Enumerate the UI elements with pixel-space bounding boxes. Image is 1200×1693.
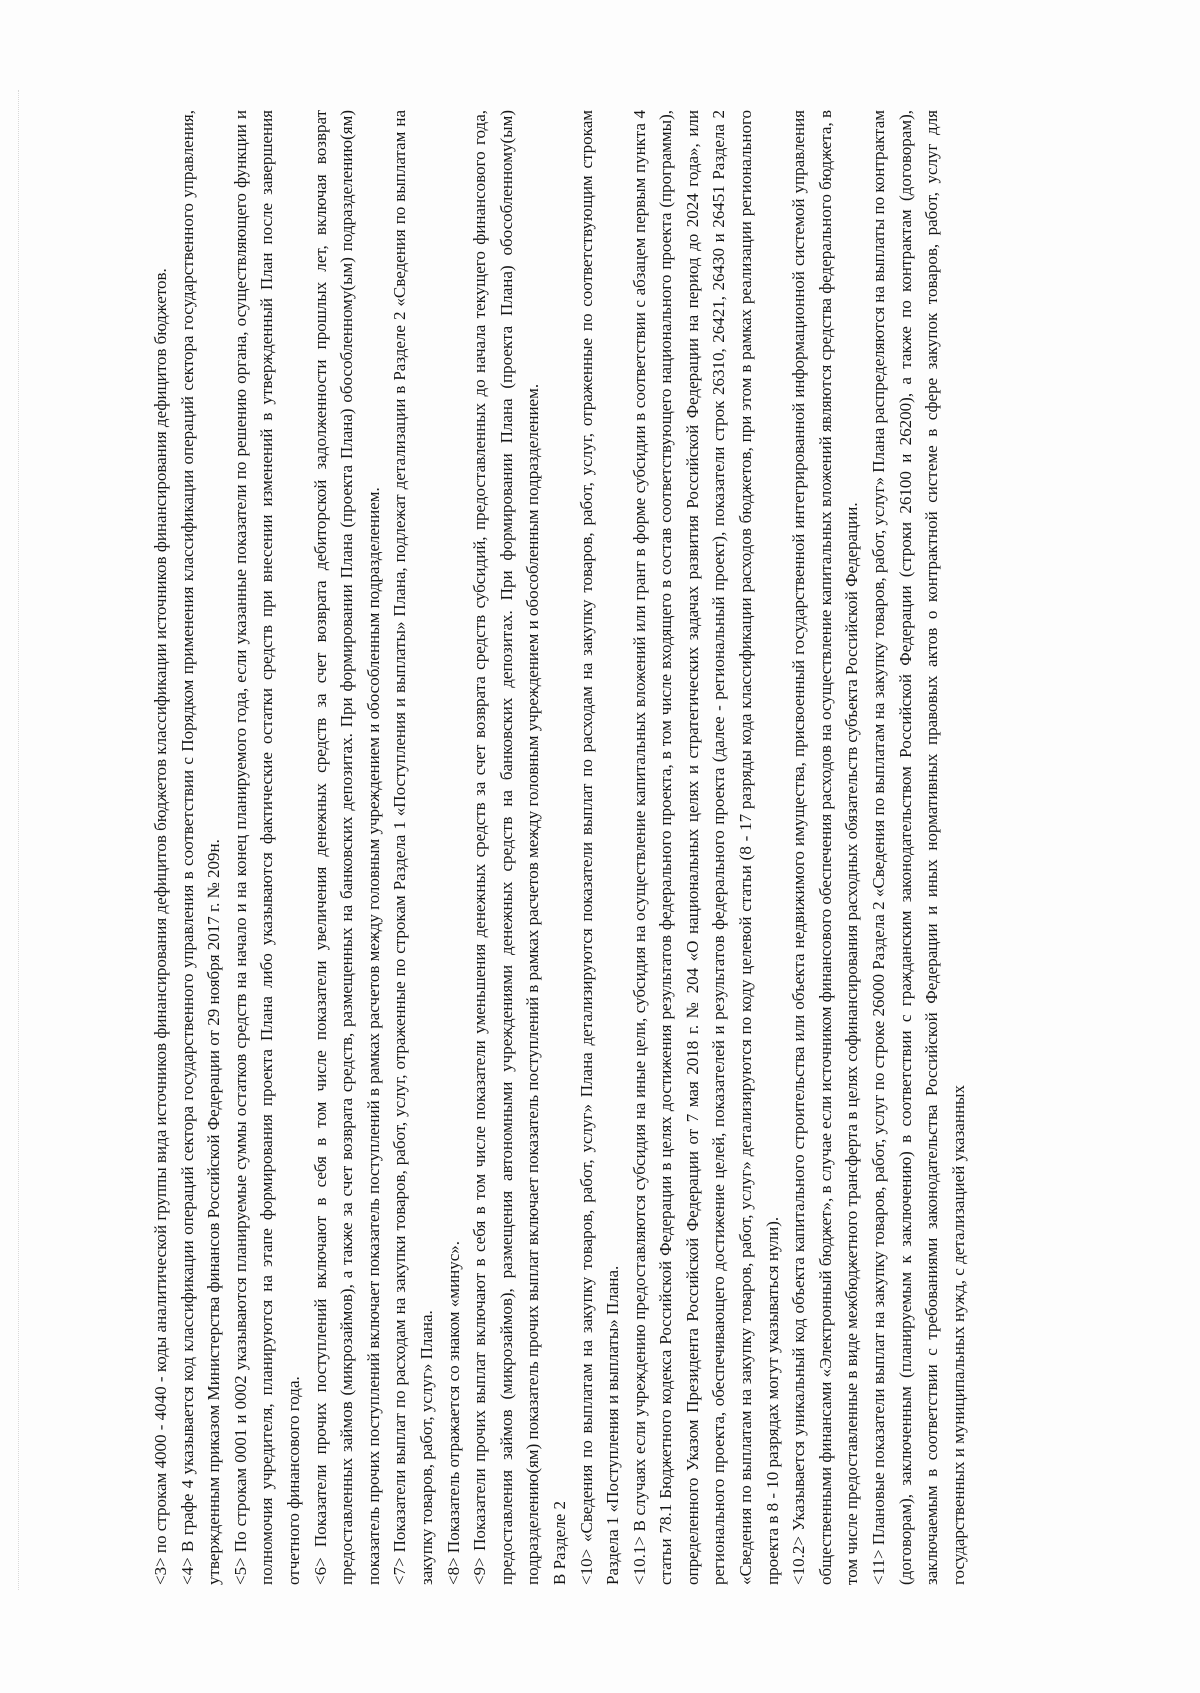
footnote-7: <7> Показатели выплат по расходам на закупки товаров, работ, услуг, отраженные по строкам Раздела 1 «Поступления и выплаты» Плана, подлежат детализации в Разделе 2 «Сведения по выплатам на закупку товаров, работ, услуг» Плана. — [390, 110, 436, 1585]
footnotes-text-block — [148, 110, 1028, 1585]
footnote-10: <10> «Сведения по выплатам на закупку товаров, работ, услуг» Плана детализируются показатели выплат по расходам на закупку товаров, работ, услуг, отраженные по соответствующим строкам Раздела 1 «Поступления и выплаты» Плана. — [576, 110, 623, 1585]
footnote-8: <8> Показатель отражается со знаком «минус». — [443, 1240, 463, 1585]
footnote-11: <11> Плановые показатели выплат на закупку товаров, работ, услуг по строке 26000 Раздела 2 «Сведения по выплатам на закупку товаров, работ, услуг» Плана распределяются на выплаты по контрактам (договорам), заключенным (планируемым к заключению) в соответствии с гражданским законодательством Российской Федерации (строки 26100 и 26200), а также по контрактам (договорам), заключаемым в соответствии с требованиями законодательства Российской Федерации и иных нормативных правовых актов о контрактной системе в сфере закупок товаров, работ, услуг для государственных и муниципальных нужд, с детализацией указанных — [869, 110, 968, 1585]
footnote-10-2: <10.2> Указывается уникальный код объекта капитального строительства или объекта недвижимого имущества, присвоенный государственной интегрированной информационной системой управления общественными финансами «Электронный бюджет», в случае если источником финансового обеспечения расходов на осуществление капитальных вложений являются средства федерального бюджета, в том числе предоставленные в виде межбюджетного трансферта в целях софинансирования расходных обязательств субъекта Российской Федерации. — [789, 110, 862, 1585]
footnote-10-1: <10.1> В случаях если учреждению предоставляются субсидия на иные цели, субсидия на осуществление капитальных вложений или грант в форме субсидии в соответствии с абзацем первым пункта 4 статьи 78.1 Бюджетного кодекса Российской Федерации в целях достижения результатов федерального проекта, в том числе входящего в состав соответствующего национального проекта (программы), определенного Указом Президента Российской Федерации от 7 мая 2018 г. № 204 «О национальных целях и стратегических задачах развития Российской Федерации на период до 2024 года», или регионального проекта, обеспечивающего достижение целей, показателей и результатов федерального проекта (далее - региональный проект), показатели строк 26310, 26421, 26430 и 26451 Раздела 2 «Сведения по выплатам на закупку товаров, работ, услуг» детализируются по коду целевой статьи (8 - 17 разряды кода классификации расходов бюджетов, при этом в рамках реализации регионального проекта в 8 - 10 разрядах могут указываться нули). — [629, 110, 782, 1585]
footnote-4: <4> В графе 4 указывается код классификации операций сектора государственного управления в соответствии с Порядком применения классификации операций сектора государственного управления, утвержденным приказом Министерства финансов Российской Федерации от 29 ноября 2017 г. № 209н. — [177, 110, 224, 1585]
footnote-3: <3> по строкам 4000 - 4040 - коды аналитической группы вида источников финансирования дефицитов бюджетов классификации источников финансирования дефицитов бюджетов. — [151, 268, 170, 1585]
scan-margin-marks — [18, 90, 23, 1590]
footnote-9: <9> Показатели прочих выплат включают в себя в том числе показатели уменьшения денежных средств за счет возврата средств субсидий, предоставленных до начала текущего финансового года, предоставления займов (микрозаймов), размещения автономными учреждениями денежных средств на банковских депозитах. При формировании Плана (проекта Плана) обособленному(ым) подразделению(ям) показатель прочих выплат включает показатель поступлений в рамках расчетов между головным учреждением и обособленным подразделением. — [470, 110, 543, 1585]
section-2-heading: В Разделе 2 — [549, 1501, 569, 1585]
footnote-6: <6> Показатели прочих поступлений включают в себя в том числе показатели увеличения денежных средств за счет возврата дебиторской задолженности прошлых лет, включая возврат предоставленных займов (микрозаймов), а также за счет возврата средств, размещенных на банковских депозитах. При формировании Плана (проекта Плана) обособленному(ым) подразделению(ям) показатель прочих поступлений включает показатель поступлений в рамках расчетов между головным учреждением и обособленным подразделением. — [310, 110, 383, 1585]
footnote-5: <5> По строкам 0001 и 0002 указываются планируемые суммы остатков средств на начало и на конец планируемого года, если указанные показатели по решению органа, осуществляющего функции и полномочия учредителя, планируются на этапе формирования проекта Плана либо указываются фактические остатки средств при внесении изменений в утвержденный План после завершения отчетного финансового года. — [230, 110, 303, 1585]
